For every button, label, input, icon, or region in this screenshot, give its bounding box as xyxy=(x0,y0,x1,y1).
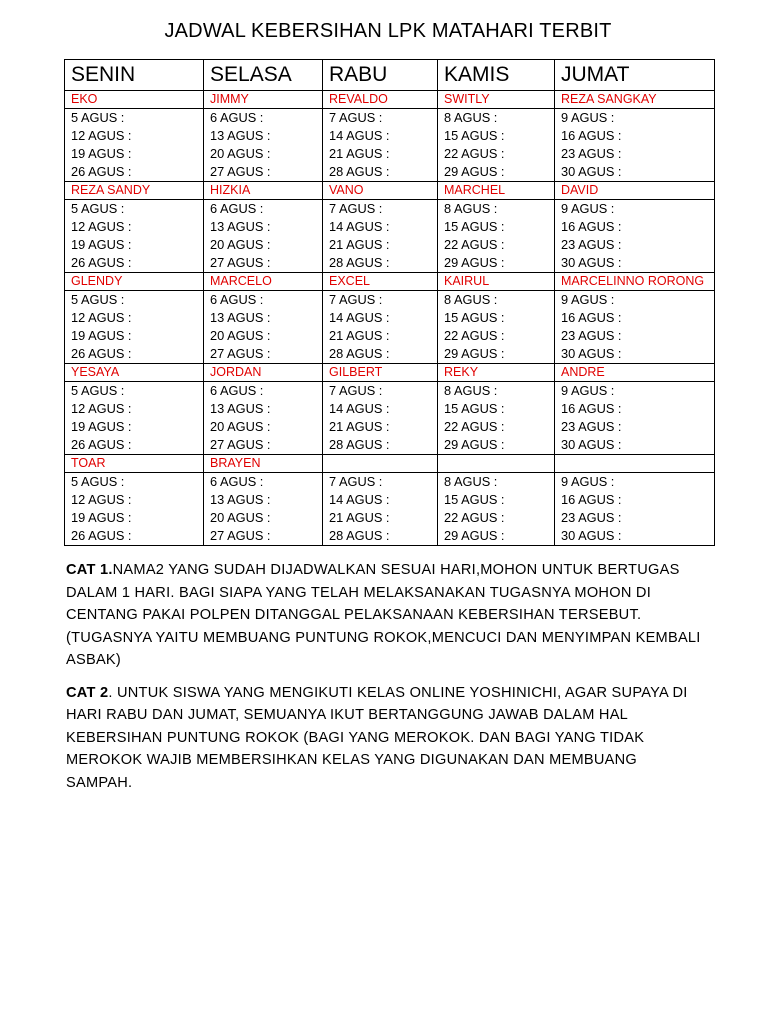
date-cell xyxy=(204,382,323,455)
date-entry: 22 AGUS : xyxy=(444,146,505,161)
assignee-name: GLENDY xyxy=(65,273,204,291)
date-entry: 22 AGUS : xyxy=(444,419,505,434)
date-entry: 15 AGUS : xyxy=(444,310,505,325)
note-2-label: CAT 2 xyxy=(66,684,109,701)
date-entry: 6 AGUS : xyxy=(210,292,264,307)
note-2 xyxy=(66,682,706,795)
date-entry: 6 AGUS : xyxy=(210,474,264,489)
dates-row xyxy=(65,200,715,273)
assignee-name: EXCEL xyxy=(323,273,438,291)
date-entry: 30 AGUS : xyxy=(561,164,622,179)
date-entry: 30 AGUS : xyxy=(561,437,622,452)
date-entry: 7 AGUS : xyxy=(329,110,383,125)
date-cell xyxy=(323,473,438,546)
dates-row xyxy=(65,473,715,546)
date-entry: 21 AGUS : xyxy=(329,328,390,343)
date-entry: 27 AGUS : xyxy=(210,346,271,361)
date-entry: 8 AGUS : xyxy=(444,201,498,216)
date-entry: 21 AGUS : xyxy=(329,237,390,252)
date-entry: 6 AGUS : xyxy=(210,383,264,398)
date-entry: 23 AGUS : xyxy=(561,328,622,343)
date-entry: 8 AGUS : xyxy=(444,383,498,398)
date-entry: 26 AGUS : xyxy=(71,528,132,543)
assignee-name xyxy=(555,455,715,473)
date-entry: 16 AGUS : xyxy=(561,401,622,416)
assignee-name: DAVID xyxy=(555,182,715,200)
date-entry: 14 AGUS : xyxy=(329,310,390,325)
date-cell xyxy=(65,473,204,546)
date-entry: 20 AGUS : xyxy=(210,328,271,343)
date-entry: 16 AGUS : xyxy=(561,310,622,325)
date-entry: 29 AGUS : xyxy=(444,346,505,361)
date-entry: 29 AGUS : xyxy=(444,164,505,179)
assignee-name: MARCELINNO RORONG xyxy=(555,273,715,291)
date-entry: 12 AGUS : xyxy=(71,128,132,143)
date-entry: 30 AGUS : xyxy=(561,255,622,270)
assignee-name xyxy=(438,455,555,473)
date-entry: 8 AGUS : xyxy=(444,474,498,489)
date-cell xyxy=(323,109,438,182)
date-entry: 23 AGUS : xyxy=(561,419,622,434)
date-entry: 15 AGUS : xyxy=(444,219,505,234)
schedule-table xyxy=(64,59,715,546)
date-entry: 14 AGUS : xyxy=(329,219,390,234)
date-entry: 28 AGUS : xyxy=(329,164,390,179)
date-cell xyxy=(438,291,555,364)
note-2-text: . UNTUK SISWA YANG MENGIKUTI KELAS ONLINE YOSHINICHI, AGAR SUPAYA DI HARI RABU DAN JUMAT, SEMUANYA IKUT BERTANGGUNG JAWAB DALAM HAL KEBERSIHAN PUNTUNG ROKOK (BAGI YANG MEROKOK. DAN BAGI YANG TIDAK MEROKOK WAJIB MEMBERSIHKAN KELAS YANG DIGUNAKAN DAN MEMBUANG SAMPAH. xyxy=(66,684,688,791)
notes-section xyxy=(66,559,706,804)
assignee-name: EKO xyxy=(65,91,204,109)
date-cell xyxy=(555,200,715,273)
date-entry: 7 AGUS : xyxy=(329,383,383,398)
date-entry: 27 AGUS : xyxy=(210,164,271,179)
assignee-name: REVALDO xyxy=(323,91,438,109)
date-entry: 19 AGUS : xyxy=(71,328,132,343)
date-entry: 26 AGUS : xyxy=(71,164,132,179)
assignee-name: JIMMY xyxy=(204,91,323,109)
day-header-row xyxy=(65,60,715,91)
assignee-name: HIZKIA xyxy=(204,182,323,200)
date-entry: 28 AGUS : xyxy=(329,528,390,543)
day-header-rabu: RABU xyxy=(323,60,438,91)
date-entry: 12 AGUS : xyxy=(71,219,132,234)
date-entry: 26 AGUS : xyxy=(71,346,132,361)
date-cell xyxy=(65,291,204,364)
date-cell xyxy=(204,473,323,546)
date-entry: 12 AGUS : xyxy=(71,310,132,325)
date-entry: 16 AGUS : xyxy=(561,128,622,143)
assignee-name: REKY xyxy=(438,364,555,382)
date-entry: 7 AGUS : xyxy=(329,474,383,489)
date-cell xyxy=(555,382,715,455)
date-entry: 30 AGUS : xyxy=(561,346,622,361)
note-1-text: NAMA2 YANG SUDAH DIJADWALKAN SESUAI HARI,MOHON UNTUK BERTUGAS DALAM 1 HARI. BAGI SIAPA YANG TELAH MELAKSANAKAN TUGASNYA MOHON DI CENTANG PAKAI POLPEN DITANGGAL PELAKSANAAN KEBERSIHAN TERSEBUT.(TUGASNYA YAITU MEMBUANG PUNTUNG ROKOK,MENCUCI DAN MENYIMPAN KEMBALI ASBAK) xyxy=(66,562,701,668)
date-entry: 19 AGUS : xyxy=(71,237,132,252)
assignee-name: REZA SANDY xyxy=(65,182,204,200)
date-entry: 8 AGUS : xyxy=(444,292,498,307)
date-entry: 19 AGUS : xyxy=(71,510,132,525)
date-entry: 12 AGUS : xyxy=(71,492,132,507)
date-entry: 19 AGUS : xyxy=(71,419,132,434)
assignee-name: BRAYEN xyxy=(204,455,323,473)
name-row xyxy=(65,273,715,291)
date-entry: 9 AGUS : xyxy=(561,474,615,489)
date-entry: 20 AGUS : xyxy=(210,510,271,525)
date-entry: 9 AGUS : xyxy=(561,110,615,125)
assignee-name: KAIRUL xyxy=(438,273,555,291)
date-entry: 7 AGUS : xyxy=(329,292,383,307)
date-cell xyxy=(65,200,204,273)
date-entry: 6 AGUS : xyxy=(210,201,264,216)
date-entry: 27 AGUS : xyxy=(210,528,271,543)
date-cell xyxy=(323,200,438,273)
date-entry: 8 AGUS : xyxy=(444,110,498,125)
date-entry: 15 AGUS : xyxy=(444,128,505,143)
assignee-name: MARCHEL xyxy=(438,182,555,200)
date-entry: 16 AGUS : xyxy=(561,492,622,507)
date-cell xyxy=(323,291,438,364)
date-entry: 15 AGUS : xyxy=(444,401,505,416)
dates-row xyxy=(65,109,715,182)
schedule-body xyxy=(65,91,715,546)
assignee-name: ANDRE xyxy=(555,364,715,382)
date-cell xyxy=(438,382,555,455)
date-entry: 28 AGUS : xyxy=(329,346,390,361)
date-entry: 27 AGUS : xyxy=(210,255,271,270)
date-cell xyxy=(204,200,323,273)
date-entry: 13 AGUS : xyxy=(210,219,271,234)
assignee-name: JORDAN xyxy=(204,364,323,382)
date-cell xyxy=(65,382,204,455)
date-entry: 23 AGUS : xyxy=(561,510,622,525)
date-entry: 20 AGUS : xyxy=(210,146,271,161)
date-entry: 21 AGUS : xyxy=(329,146,390,161)
page-title: JADWAL KEBERSIHAN LPK MATAHARI TERBIT xyxy=(164,20,612,42)
note-1-label: CAT 1. xyxy=(66,562,113,578)
assignee-name: SWITLY xyxy=(438,91,555,109)
date-cell xyxy=(323,382,438,455)
date-entry: 13 AGUS : xyxy=(210,492,271,507)
date-entry: 13 AGUS : xyxy=(210,128,271,143)
date-cell xyxy=(204,291,323,364)
date-cell xyxy=(555,109,715,182)
date-entry: 22 AGUS : xyxy=(444,237,505,252)
day-header-jumat: JUMAT xyxy=(555,60,715,91)
date-entry: 13 AGUS : xyxy=(210,401,271,416)
date-entry: 26 AGUS : xyxy=(71,437,132,452)
date-entry: 22 AGUS : xyxy=(444,510,505,525)
day-header-selasa: SELASA xyxy=(204,60,323,91)
date-entry: 15 AGUS : xyxy=(444,492,505,507)
day-header-senin: SENIN xyxy=(65,60,204,91)
date-cell xyxy=(438,473,555,546)
date-cell xyxy=(204,109,323,182)
date-entry: 28 AGUS : xyxy=(329,255,390,270)
date-entry: 14 AGUS : xyxy=(329,128,390,143)
date-entry: 13 AGUS : xyxy=(210,310,271,325)
date-entry: 22 AGUS : xyxy=(444,328,505,343)
date-entry: 30 AGUS : xyxy=(561,528,622,543)
date-entry: 29 AGUS : xyxy=(444,437,505,452)
date-entry: 5 AGUS : xyxy=(71,474,125,489)
date-entry: 14 AGUS : xyxy=(329,401,390,416)
assignee-name: REZA SANGKAY xyxy=(555,91,715,109)
dates-row xyxy=(65,382,715,455)
name-row xyxy=(65,364,715,382)
date-entry: 12 AGUS : xyxy=(71,401,132,416)
date-entry: 21 AGUS : xyxy=(329,419,390,434)
date-entry: 5 AGUS : xyxy=(71,383,125,398)
assignee-name: TOAR xyxy=(65,455,204,473)
date-entry: 23 AGUS : xyxy=(561,146,622,161)
assignee-name xyxy=(323,455,438,473)
date-entry: 14 AGUS : xyxy=(329,492,390,507)
date-cell xyxy=(438,200,555,273)
date-entry: 28 AGUS : xyxy=(329,437,390,452)
date-entry: 9 AGUS : xyxy=(561,201,615,216)
name-row xyxy=(65,182,715,200)
day-header-kamis: KAMIS xyxy=(438,60,555,91)
assignee-name: GILBERT xyxy=(323,364,438,382)
assignee-name: MARCELO xyxy=(204,273,323,291)
date-entry: 5 AGUS : xyxy=(71,110,125,125)
name-row xyxy=(65,91,715,109)
dates-row xyxy=(65,291,715,364)
date-cell xyxy=(438,109,555,182)
date-entry: 29 AGUS : xyxy=(444,255,505,270)
date-entry: 7 AGUS : xyxy=(329,201,383,216)
date-entry: 29 AGUS : xyxy=(444,528,505,543)
date-entry: 19 AGUS : xyxy=(71,146,132,161)
date-entry: 26 AGUS : xyxy=(71,255,132,270)
date-cell xyxy=(555,473,715,546)
assignee-name: VANO xyxy=(323,182,438,200)
date-entry: 16 AGUS : xyxy=(561,219,622,234)
date-entry: 5 AGUS : xyxy=(71,292,125,307)
date-entry: 6 AGUS : xyxy=(210,110,264,125)
date-entry: 20 AGUS : xyxy=(210,237,271,252)
date-cell xyxy=(65,109,204,182)
date-entry: 23 AGUS : xyxy=(561,237,622,252)
note-1 xyxy=(66,559,706,672)
name-row xyxy=(65,455,715,473)
assignee-name: YESAYA xyxy=(65,364,204,382)
date-entry: 21 AGUS : xyxy=(329,510,390,525)
date-entry: 27 AGUS : xyxy=(210,437,271,452)
date-entry: 9 AGUS : xyxy=(561,292,615,307)
date-cell xyxy=(555,291,715,364)
date-entry: 9 AGUS : xyxy=(561,383,615,398)
date-entry: 20 AGUS : xyxy=(210,419,271,434)
date-entry: 5 AGUS : xyxy=(71,201,125,216)
